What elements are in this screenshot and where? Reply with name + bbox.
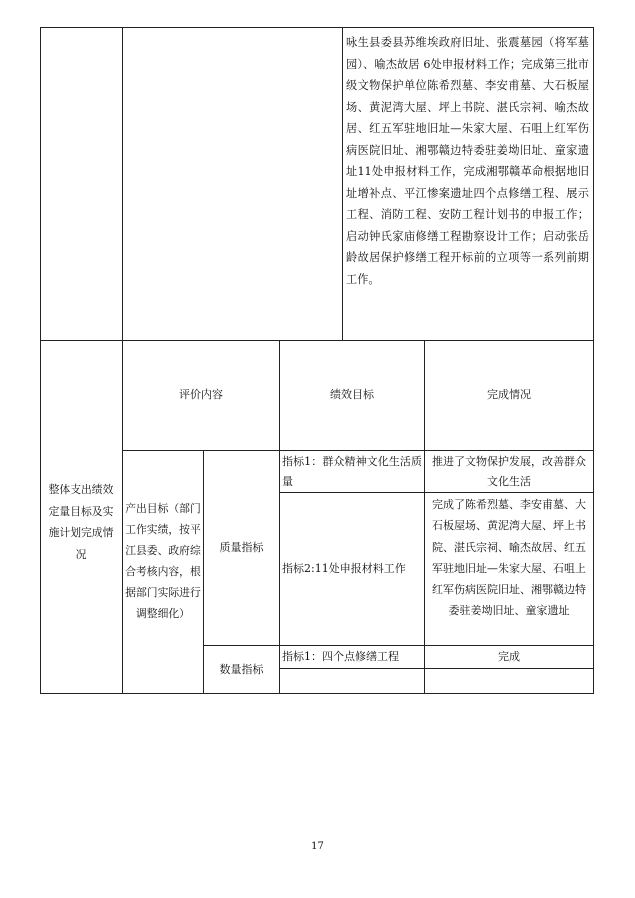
row1-target: 指标1：群众精神文化生活质量 [282,455,422,488]
header-target: 绩效目标 [330,388,374,401]
quantity-indicator-label: 数量指标 [219,663,264,676]
table-top-border [40,27,594,28]
table-left-border [40,27,41,694]
header-bottom-line [122,450,594,451]
page-number: 17 [311,841,324,852]
quality-bottom-line [203,645,594,646]
output-target-cell: 产出目标（部门工作实绩，按平江县委、政府综合考核内容，根据部门实际进行调整细化） [125,502,201,620]
table-bottom-border [40,693,594,694]
row2-target: 指标2:11处申报材料工作 [282,562,406,575]
table-right-border [593,27,594,694]
upper-divider-1 [122,27,123,340]
header-result: 完成情况 [487,388,531,401]
row2-result: 完成了陈希烈墓、李安甫墓、大石板屋场、黄泥湾大屋、坪上书院、湛氏宗祠、喻杰故居、红五军驻地旧址—朱家大屋、石咀上红军伤病医院旧址、湘鄂赣边特委驻姜坳旧址、童家遗址 [432,498,586,618]
col-divider-sub [203,450,204,694]
row3-target: 指标1：四个点修缮工程 [282,650,399,663]
row3-result: 完成 [498,650,520,663]
upper-text-block: 咏生县委县苏维埃政府旧址、张震墓园（将军墓园）、喻杰故居 6处申报材料工作；完成第三批市级文物保护单位陈希烈墓、李安甫墓、大石板屋场、黄泥湾大屋、坪上书院、湛氏宗祠、喻杰故居、红五军驻地旧址—朱家大屋、石咀上红军伤病医院旧址、湘鄂赣边特委驻姜坳旧址、童家遗址11处申报材料工作，完成湘鄂赣革命根据地旧址增补点、平江惨案遗址四个点修缮工程、展示工程、消防工程、安防工程计划书的申报工作；启动钟氏家庙修缮工程勘察设计工作；启动张岳龄故居保护修缮工程开标前的立项等一系列前期工作。 [346,36,589,286]
section-label: 整体支出绩效定量目标及实施计划完成情况 [48,483,114,561]
header-content: 评价内容 [179,388,223,401]
upper-divider-2 [342,27,343,340]
section-divider [40,340,594,341]
row3-bottom-line [279,668,594,669]
row1-bottom-line [279,492,594,493]
row1-result: 推进了文物保护发展，改善群众文化生活 [432,455,586,488]
quality-indicator-label: 质量指标 [219,541,264,554]
